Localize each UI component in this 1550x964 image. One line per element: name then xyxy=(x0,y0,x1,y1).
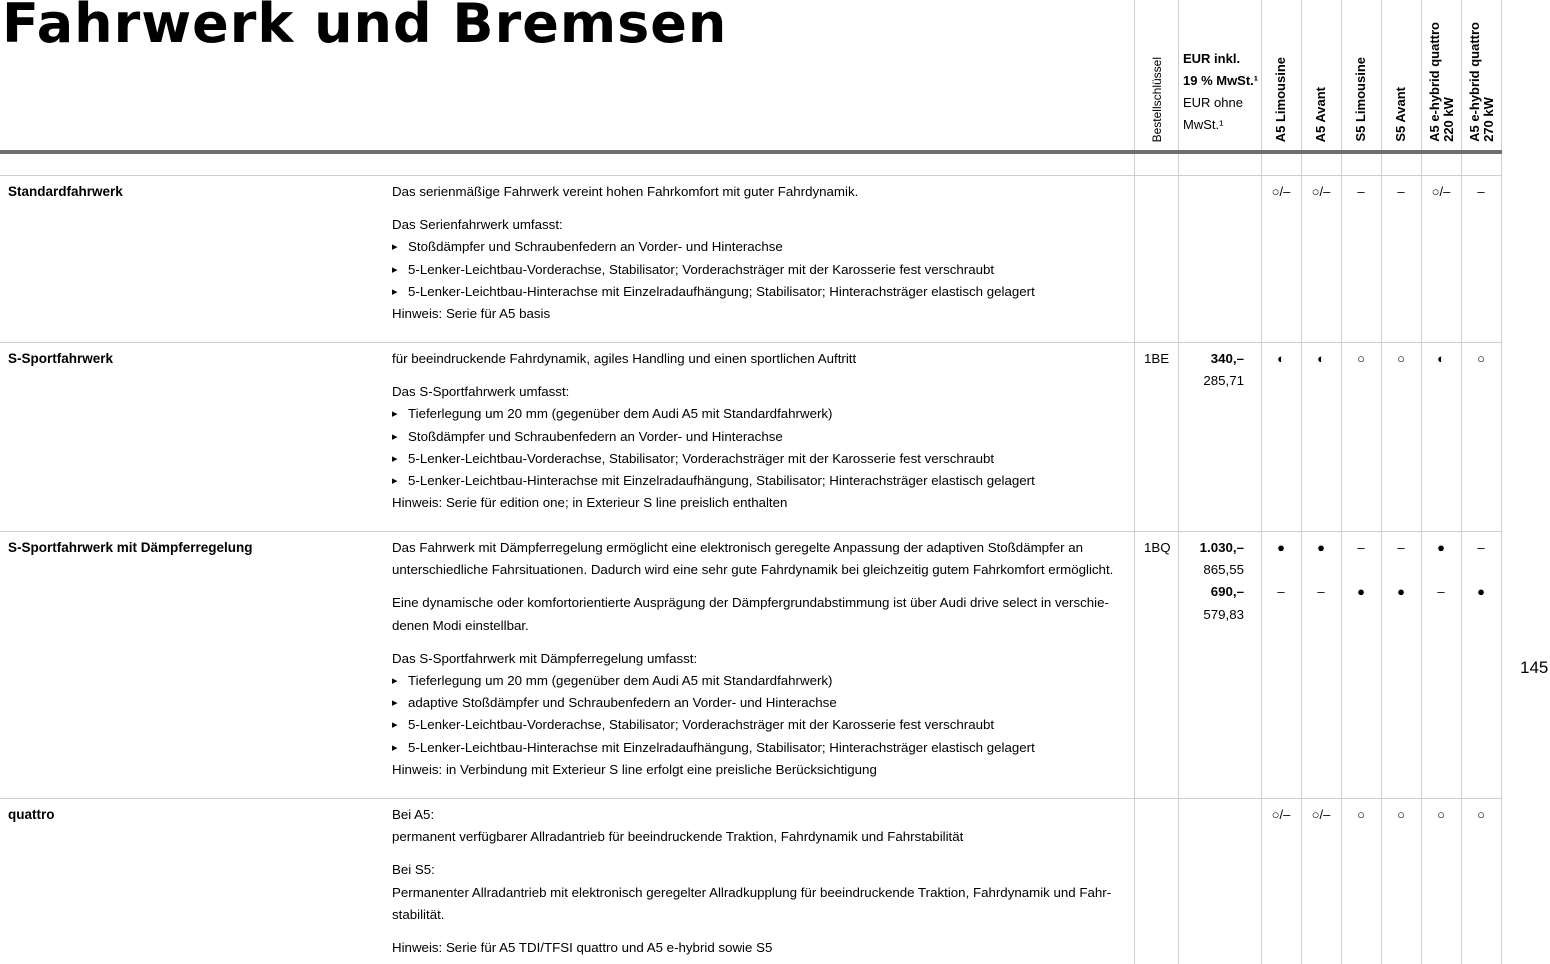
header-code: Bestellschlüssel xyxy=(1150,56,1164,142)
header-price-net-1: EUR ohne xyxy=(1183,95,1243,110)
header-model-s5-avant: S5 Avant xyxy=(1393,87,1408,142)
availability-mark: ○/– xyxy=(1311,184,1331,199)
header-model-a5-ehybrid-270: A5 e-hybrid quattro 270 kW xyxy=(1467,22,1496,142)
price-net: 865,55 xyxy=(1203,562,1244,578)
list-item: ▸ Stoßdämpfer und Schraubenfedern an Vorder- und Hinterachse xyxy=(392,426,1132,448)
price-gross: 690,– xyxy=(1210,584,1244,600)
row-title-s-sportfahrwerk: S-Sportfahrwerk xyxy=(8,351,114,366)
price-net: 285,71 xyxy=(1203,373,1244,389)
price-gross: 1.030,– xyxy=(1199,540,1244,555)
header-price-net-2: MwSt.¹ xyxy=(1183,117,1224,132)
price xyxy=(1200,537,1244,626)
availability-mark: – xyxy=(1317,584,1325,599)
availability-mark: ○ xyxy=(1397,351,1405,366)
availability-mark: ● xyxy=(1277,540,1285,555)
row-desc-s-sportfahrwerk: für beeindruckende Fahrdynamik, agiles Handling und einen sportlichen Auftritt Das S-Sportfahrwerk umfasst: ▸ Tieferlegung um 20 mm (gegenüber dem Audi A5 mit Standardfahrwerk) ▸ Stoßdämpfer und Schraubenfedern an Vorder- und Hinterachse ▸ 5-Lenker-Leichtbau-Vorderachse, Stabilisator; Vorderachsträger mit der Karosserie fest verschraubt ▸ 5-Lenker-Leichtbau-Hinterachse mit Einzelradaufhängung, Stabilisator; Hinterachsträger elastisch gelagert Hinweis: Serie für edition one; in Exterieur S line preislich enthalten xyxy=(392,348,1132,514)
availability-mark: – xyxy=(1437,584,1445,599)
header-price xyxy=(1183,48,1258,136)
availability-mark: ● xyxy=(1397,584,1405,599)
price xyxy=(1203,348,1244,392)
availability-mark: ○/– xyxy=(1271,184,1291,199)
list-item: ▸ Tieferlegung um 20 mm (gegenüber dem Audi A5 mit Standardfahrwerk) xyxy=(392,403,1132,425)
availability-mark: – xyxy=(1277,584,1285,599)
list-item: ▸ adaptive Stoßdämpfer und Schraubenfedern an Vorder- und Hinterachse xyxy=(392,692,1132,714)
row-divider xyxy=(0,342,1502,343)
header-model-s5-limousine: S5 Limousine xyxy=(1353,57,1368,142)
availability-mark: ● xyxy=(1477,584,1485,599)
availability-mark: ○ xyxy=(1357,807,1365,822)
price-gross: 340,– xyxy=(1210,351,1244,366)
order-code: 1BE xyxy=(1144,351,1170,366)
header-model-a5-ehybrid-220: A5 e-hybrid quattro 220 kW xyxy=(1427,22,1456,142)
order-code: 1BQ xyxy=(1144,540,1171,555)
list-item: ▸ Stoßdämpfer und Schraubenfedern an Vorder- und Hinterachse xyxy=(392,236,1132,258)
availability-mark: ◐ xyxy=(1437,351,1445,366)
row-title-quattro: quattro xyxy=(8,807,55,822)
header-rule xyxy=(0,150,1502,154)
availability-mark: ◐ xyxy=(1317,351,1325,366)
row-title-standardfahrwerk: Standardfahrwerk xyxy=(8,184,123,199)
list-item: ▸ 5-Lenker-Leichtbau-Vorderachse, Stabilisator; Vorderachsträger mit der Karosserie fest verschraubt xyxy=(392,448,1132,470)
availability-mark: – xyxy=(1397,540,1405,555)
list-item: ▸ 5-Lenker-Leichtbau-Hinterachse mit Einzelradaufhängung, Stabilisator; Hinterachsträger elastisch gelagert xyxy=(392,470,1132,492)
header-price-gross-2: 19 % MwSt.¹ xyxy=(1183,73,1259,88)
availability-mark: ○ xyxy=(1437,807,1445,822)
row-divider xyxy=(0,531,1502,532)
availability-mark: – xyxy=(1477,184,1485,199)
row-title-s-sportfahrwerk-daempferregelung: S-Sportfahrwerk mit Dämpferregelung xyxy=(8,540,253,555)
row-desc-standardfahrwerk: Das serienmäßige Fahrwerk vereint hohen Fahrkomfort mit guter Fahrdynamik. Das Serienfahrwerk umfasst: ▸ Stoßdämpfer und Schraubenfedern an Vorder- und Hinterachse ▸ 5-Lenker-Leichtbau-Vorderachse, Stabilisator; Vorderachsträger mit der Karosserie fest verschraubt ▸ 5-Lenker-Leichtbau-Hinterachse mit Einzelradaufhängung; Stabilisator; Hinterachsträger elastisch gelagert Hinweis: Serie für A5 basis xyxy=(392,181,1132,325)
row-desc-quattro: Bei A5: permanent verfügbarer Allradantrieb für beeindruckende Traktion, Fahrdynamik und Fahrstabilität Bei S5: Permanenter Allradantrieb mit elektronisch geregelter Allradkupplung für beeindruckende Traktion, Fahrdynamik und Fahr- stabilität. Hinweis: Serie für A5 TDI/TFSI quattro und A5 e-hybrid sowie S5 xyxy=(392,807,1112,956)
row-divider xyxy=(0,175,1502,176)
row-desc-s-sportfahrwerk-daempferregelung: Das Fahrwerk mit Dämpferregelung ermöglicht eine elektronisch geregelte Anpassung der adaptiven Stoßdämpfer an unterschiedliche Fahrsituationen. Dadurch wird eine sehr gute Fahrdynamik bei gleichzeitig gutem Fahrkomfort ermöglicht. Eine dynamische oder komfortorientierte Ausprägung der Dämpfergrundabstimmung ist über Audi drive select in verschie- denen Modi einstellbar. Das S-Sportfahrwerk mit Dämpferregelung umfasst: ▸ Tieferlegung um 20 mm (gegenüber dem Audi A5 mit Standardfahrwerk) ▸ adaptive Stoßdämpfer und Schraubenfedern an Vorder- und Hinterachse ▸ 5-Lenker-Leichtbau-Vorderachse, Stabilisator; Vorderachsträger mit der Karosserie fest verschraubt ▸ 5-Lenker-Leichtbau-Hinterachse mit Einzelradaufhängung, Stabilisator; Hinterachsträger elastisch gelagert Hinweis: in Verbindung mit Exterieur S line erfolgt eine preisliche Berücksichtigung xyxy=(392,537,1132,781)
availability-mark: ○ xyxy=(1357,351,1365,366)
availability-mark: – xyxy=(1397,184,1405,199)
price-net: 579,83 xyxy=(1203,606,1244,622)
list-item: ▸ 5-Lenker-Leichtbau-Hinterachse mit Einzelradaufhängung; Stabilisator; Hinterachsträger elastisch gelagert xyxy=(392,281,1132,303)
availability-mark: ● xyxy=(1357,584,1365,599)
list-item: ▸ Tieferlegung um 20 mm (gegenüber dem Audi A5 mit Standardfahrwerk) xyxy=(392,670,1132,692)
list-item: ▸ 5-Lenker-Leichtbau-Vorderachse, Stabilisator; Vorderachsträger mit der Karosserie fest verschraubt xyxy=(392,259,1132,281)
availability-mark: ○/– xyxy=(1431,184,1451,199)
availability-mark: – xyxy=(1357,184,1365,199)
page-title: Fahrwerk und Bremsen xyxy=(2,0,728,55)
availability-mark: ○/– xyxy=(1271,807,1291,822)
page-number: 145 xyxy=(1520,658,1549,677)
availability-mark: ○ xyxy=(1397,807,1405,822)
header-price-gross-1: EUR inkl. xyxy=(1183,51,1241,66)
column-divider xyxy=(1178,0,1179,964)
availability-mark: – xyxy=(1357,540,1365,555)
list-item: ▸ 5-Lenker-Leichtbau-Vorderachse, Stabilisator; Vorderachsträger mit der Karosserie fest verschraubt xyxy=(392,714,1132,736)
header-model-a5-avant: A5 Avant xyxy=(1313,86,1328,142)
column-divider xyxy=(1501,0,1502,964)
availability-mark: ○ xyxy=(1477,807,1485,822)
availability-mark: – xyxy=(1477,540,1485,555)
row-divider xyxy=(0,798,1502,799)
availability-mark: ◐ xyxy=(1277,351,1285,366)
column-divider xyxy=(1134,0,1135,964)
availability-mark: ● xyxy=(1437,540,1445,555)
list-item: ▸ 5-Lenker-Leichtbau-Hinterachse mit Einzelradaufhängung, Stabilisator; Hinterachsträger elastisch gelagert xyxy=(392,737,1132,759)
availability-mark: ○/– xyxy=(1311,807,1331,822)
availability-mark: ○ xyxy=(1477,351,1485,366)
availability-mark: ● xyxy=(1317,540,1325,555)
header-model-a5-limousine: A5 Limousine xyxy=(1273,56,1288,142)
